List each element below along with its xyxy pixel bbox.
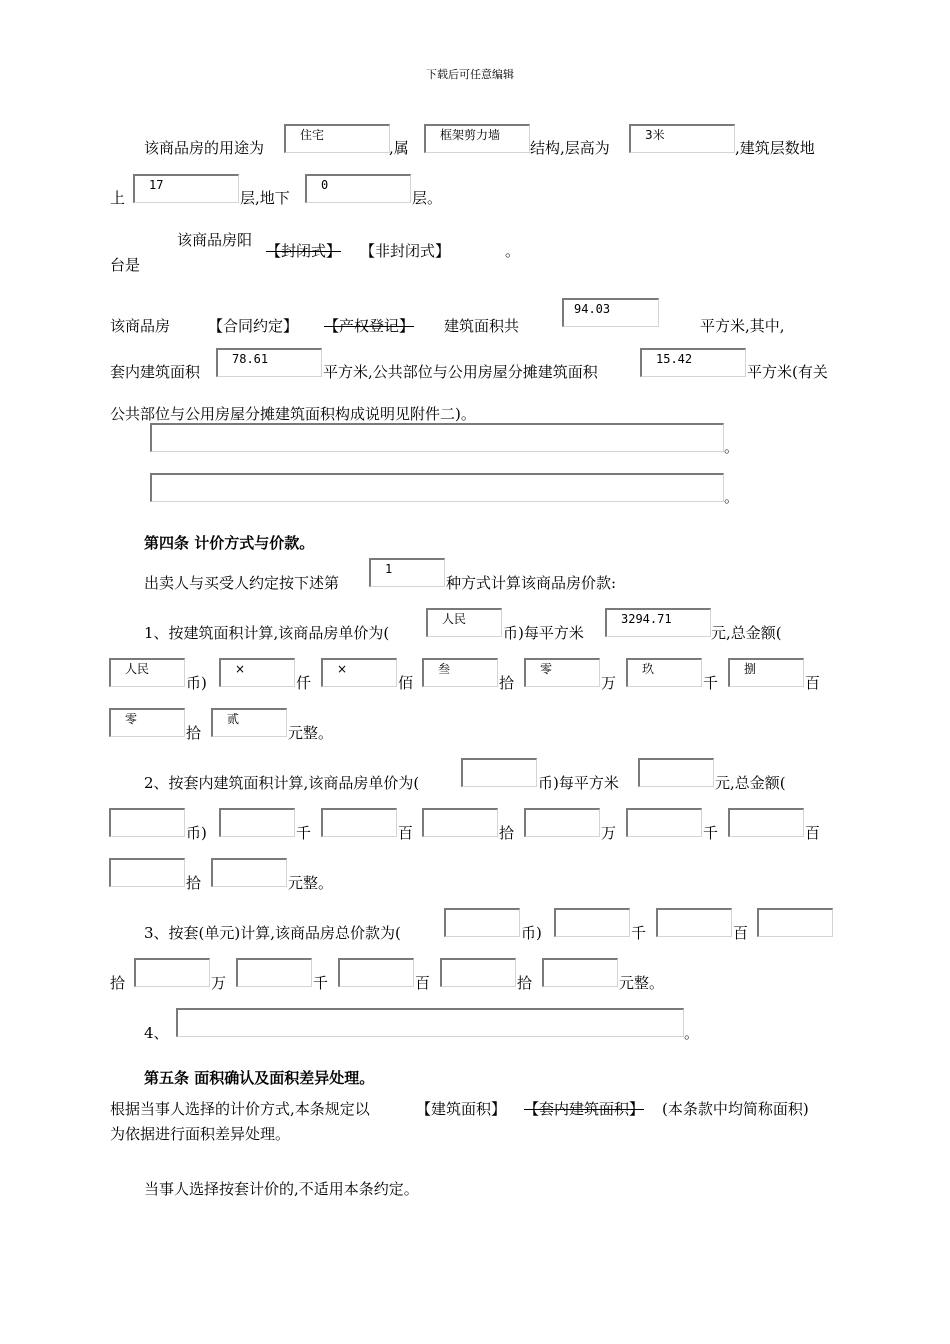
article5-option-inner[interactable]: 【套内建筑面积】 [524, 1100, 645, 1118]
shared-area-label: 平方米,公共部位与公用房屋分摊建筑面积 [323, 363, 598, 381]
inner-area-field[interactable]: 78.61 [216, 348, 322, 377]
m2-hundred-thousand-field[interactable] [422, 808, 498, 837]
m2-total-label: 元,总金额( [715, 774, 786, 792]
m1-bai-label: 佰 [398, 674, 414, 692]
m1-thousand-field[interactable]: 玖 [626, 658, 702, 687]
floor-unit-label: 层。 [412, 189, 443, 207]
m3-bi-label: 币) [521, 924, 542, 942]
m3-bai2-label: 百 [415, 974, 431, 992]
m3-qian-label: 千 [631, 924, 647, 942]
m4-end: 。 [684, 1024, 700, 1042]
m3-qian2-label: 千 [313, 974, 329, 992]
structure-field[interactable]: 框架剪力墙 [424, 124, 530, 153]
m2-end-label: 元整。 [288, 874, 334, 892]
m4-field[interactable] [176, 1008, 684, 1037]
balcony-option-closed[interactable]: 【封闭式】 [266, 242, 342, 260]
m1-bai2-label: 百 [805, 674, 821, 692]
m1-unit-field[interactable]: 贰 [211, 708, 287, 737]
shared-area-field[interactable]: 15.42 [640, 348, 746, 377]
m3-currency-field[interactable] [444, 908, 520, 937]
m2-qian2-label: 千 [703, 824, 719, 842]
blank-field-1[interactable] [150, 423, 724, 452]
above-ground-label: 上 [110, 189, 126, 207]
floor-height-field[interactable]: 3米 [629, 124, 735, 153]
m1-wan-label: 万 [601, 674, 617, 692]
balcony-label-bottom: 台是 [110, 256, 141, 274]
structure-label: 结构,层高为 [530, 139, 610, 157]
m1-shi-label: 拾 [499, 674, 515, 692]
m2-currency-field[interactable] [461, 758, 537, 787]
m3-bai-label: 百 [733, 924, 749, 942]
m1-hundred-field[interactable]: 捌 [728, 658, 804, 687]
total-area-field[interactable]: 94.03 [562, 298, 659, 327]
method-intro-left: 出卖人与买受人约定按下述第 [144, 574, 340, 592]
m2-ten-million-field[interactable] [219, 808, 295, 837]
m2-thousand-field[interactable] [626, 808, 702, 837]
m1-hundred-thousand-field[interactable]: 叁 [422, 658, 498, 687]
sqm-among-label: 平方米,其中, [700, 317, 785, 335]
blank-field-1-end: 。 [724, 438, 740, 456]
m2-shi2-label: 拾 [186, 874, 202, 892]
m2-ten-field[interactable] [109, 858, 185, 887]
m2-wan-label: 万 [601, 824, 617, 842]
m3-end-label: 元整。 [619, 974, 665, 992]
article5-line2: 为依据进行面积差异处理。 [110, 1125, 291, 1143]
m1-million-field[interactable]: × [321, 658, 397, 687]
m2-bi-label: 币) [186, 824, 207, 842]
m1-unit-label: 币)每平方米 [503, 624, 584, 642]
m2-unit-field[interactable] [211, 858, 287, 887]
m1-total-label: 元,总金额( [711, 624, 782, 642]
m1-shi2-label: 拾 [186, 724, 202, 742]
m3-label: 3、按套(单元)计算,该商品房总价款为( [144, 924, 401, 942]
article5-option-building[interactable]: 【建筑面积】 [416, 1100, 507, 1118]
m2-label: 2、按套内建筑面积计算,该商品房单价为( [144, 774, 420, 792]
m3-thousand-field[interactable] [236, 958, 312, 987]
article5-line1-b: (本条款中均简称面积) [662, 1100, 809, 1118]
m3-hundred-field[interactable] [338, 958, 414, 987]
method-intro-right: 种方式计算该商品房价款: [446, 574, 617, 592]
article4-title: 第四条 计价方式与价款。 [144, 534, 315, 552]
m1-end-label: 元整。 [288, 724, 334, 742]
m1-unit-price-field[interactable]: 3294.71 [605, 608, 711, 637]
article5-line1-a: 根据当事人选择的计价方式,本条规定以 [110, 1100, 370, 1118]
m1-bi-label: 币) [186, 674, 207, 692]
floors-label: ,建筑层数地 [735, 139, 815, 157]
blank-field-2[interactable] [150, 473, 724, 502]
m1-qian-label: 仟 [296, 674, 312, 692]
page-header-note: 下载后可任意编辑 [426, 68, 514, 81]
usage-label: 该商品房的用途为 [144, 139, 265, 157]
m3-ten-field[interactable] [440, 958, 516, 987]
m4-label: 4、 [144, 1024, 169, 1042]
m2-hundred-field[interactable] [728, 808, 804, 837]
blank-field-2-end: 。 [724, 488, 740, 506]
article5-title: 第五条 面积确认及面积差异处理。 [144, 1069, 375, 1087]
m3-shi-label: 拾 [110, 974, 126, 992]
method-number-field[interactable]: 1 [369, 558, 445, 587]
m1-label: 1、按建筑面积计算,该商品房单价为( [144, 624, 390, 642]
m3-ten-thousand-field[interactable] [134, 958, 210, 987]
m2-bai2-label: 百 [805, 824, 821, 842]
m3-million-field[interactable] [656, 908, 732, 937]
m3-wan-label: 万 [211, 974, 227, 992]
floors-above-field[interactable]: 17 [133, 174, 239, 203]
area-tail-label: 平方米(有关 [747, 363, 828, 381]
m2-bai-label: 百 [398, 824, 414, 842]
m3-ten-million-field[interactable] [554, 908, 630, 937]
m1-ten-million-field[interactable]: × [219, 658, 295, 687]
area-label: 该商品房 [110, 317, 171, 335]
m1-ten-field[interactable]: 零 [109, 708, 185, 737]
m1-qian2-label: 千 [703, 674, 719, 692]
balcony-option-open[interactable]: 【非封闭式】 [360, 242, 451, 260]
m3-hundred-thousand-field[interactable] [757, 908, 833, 937]
balcony-end: 。 [505, 242, 521, 260]
area-option-registry[interactable]: 【产权登记】 [324, 317, 415, 335]
m2-qian-label: 千 [296, 824, 312, 842]
usage-field[interactable]: 住宅 [284, 124, 390, 153]
m2-ten-thousand-field[interactable] [524, 808, 600, 837]
total-area-label: 建筑面积共 [444, 317, 520, 335]
inner-area-label: 套内建筑面积 [110, 363, 201, 381]
m3-unit-field[interactable] [542, 958, 618, 987]
m2-unit-price-field[interactable] [638, 758, 714, 787]
m2-shi-label: 拾 [499, 824, 515, 842]
m1-currency-field[interactable]: 人民 [426, 608, 502, 637]
article5-line3: 当事人选择按套计价的,不适用本条约定。 [144, 1180, 419, 1198]
m2-million-field[interactable] [321, 808, 397, 837]
area-option-contract[interactable]: 【合同约定】 [208, 317, 299, 335]
floors-below-field[interactable]: 0 [305, 174, 411, 203]
m2-total-currency-field[interactable] [109, 808, 185, 837]
balcony-label-top: 该商品房阳 [177, 231, 253, 249]
belong-label: ,属 [389, 139, 409, 157]
m1-total-currency-field[interactable]: 人民 [109, 658, 185, 687]
below-ground-label: 层,地下 [240, 189, 290, 207]
shared-area-note: 公共部位与公用房屋分摊建筑面积构成说明见附件二)。 [110, 405, 476, 423]
m2-unit-label: 币)每平方米 [538, 774, 619, 792]
m1-ten-thousand-field[interactable]: 零 [524, 658, 600, 687]
m3-shi2-label: 拾 [517, 974, 533, 992]
